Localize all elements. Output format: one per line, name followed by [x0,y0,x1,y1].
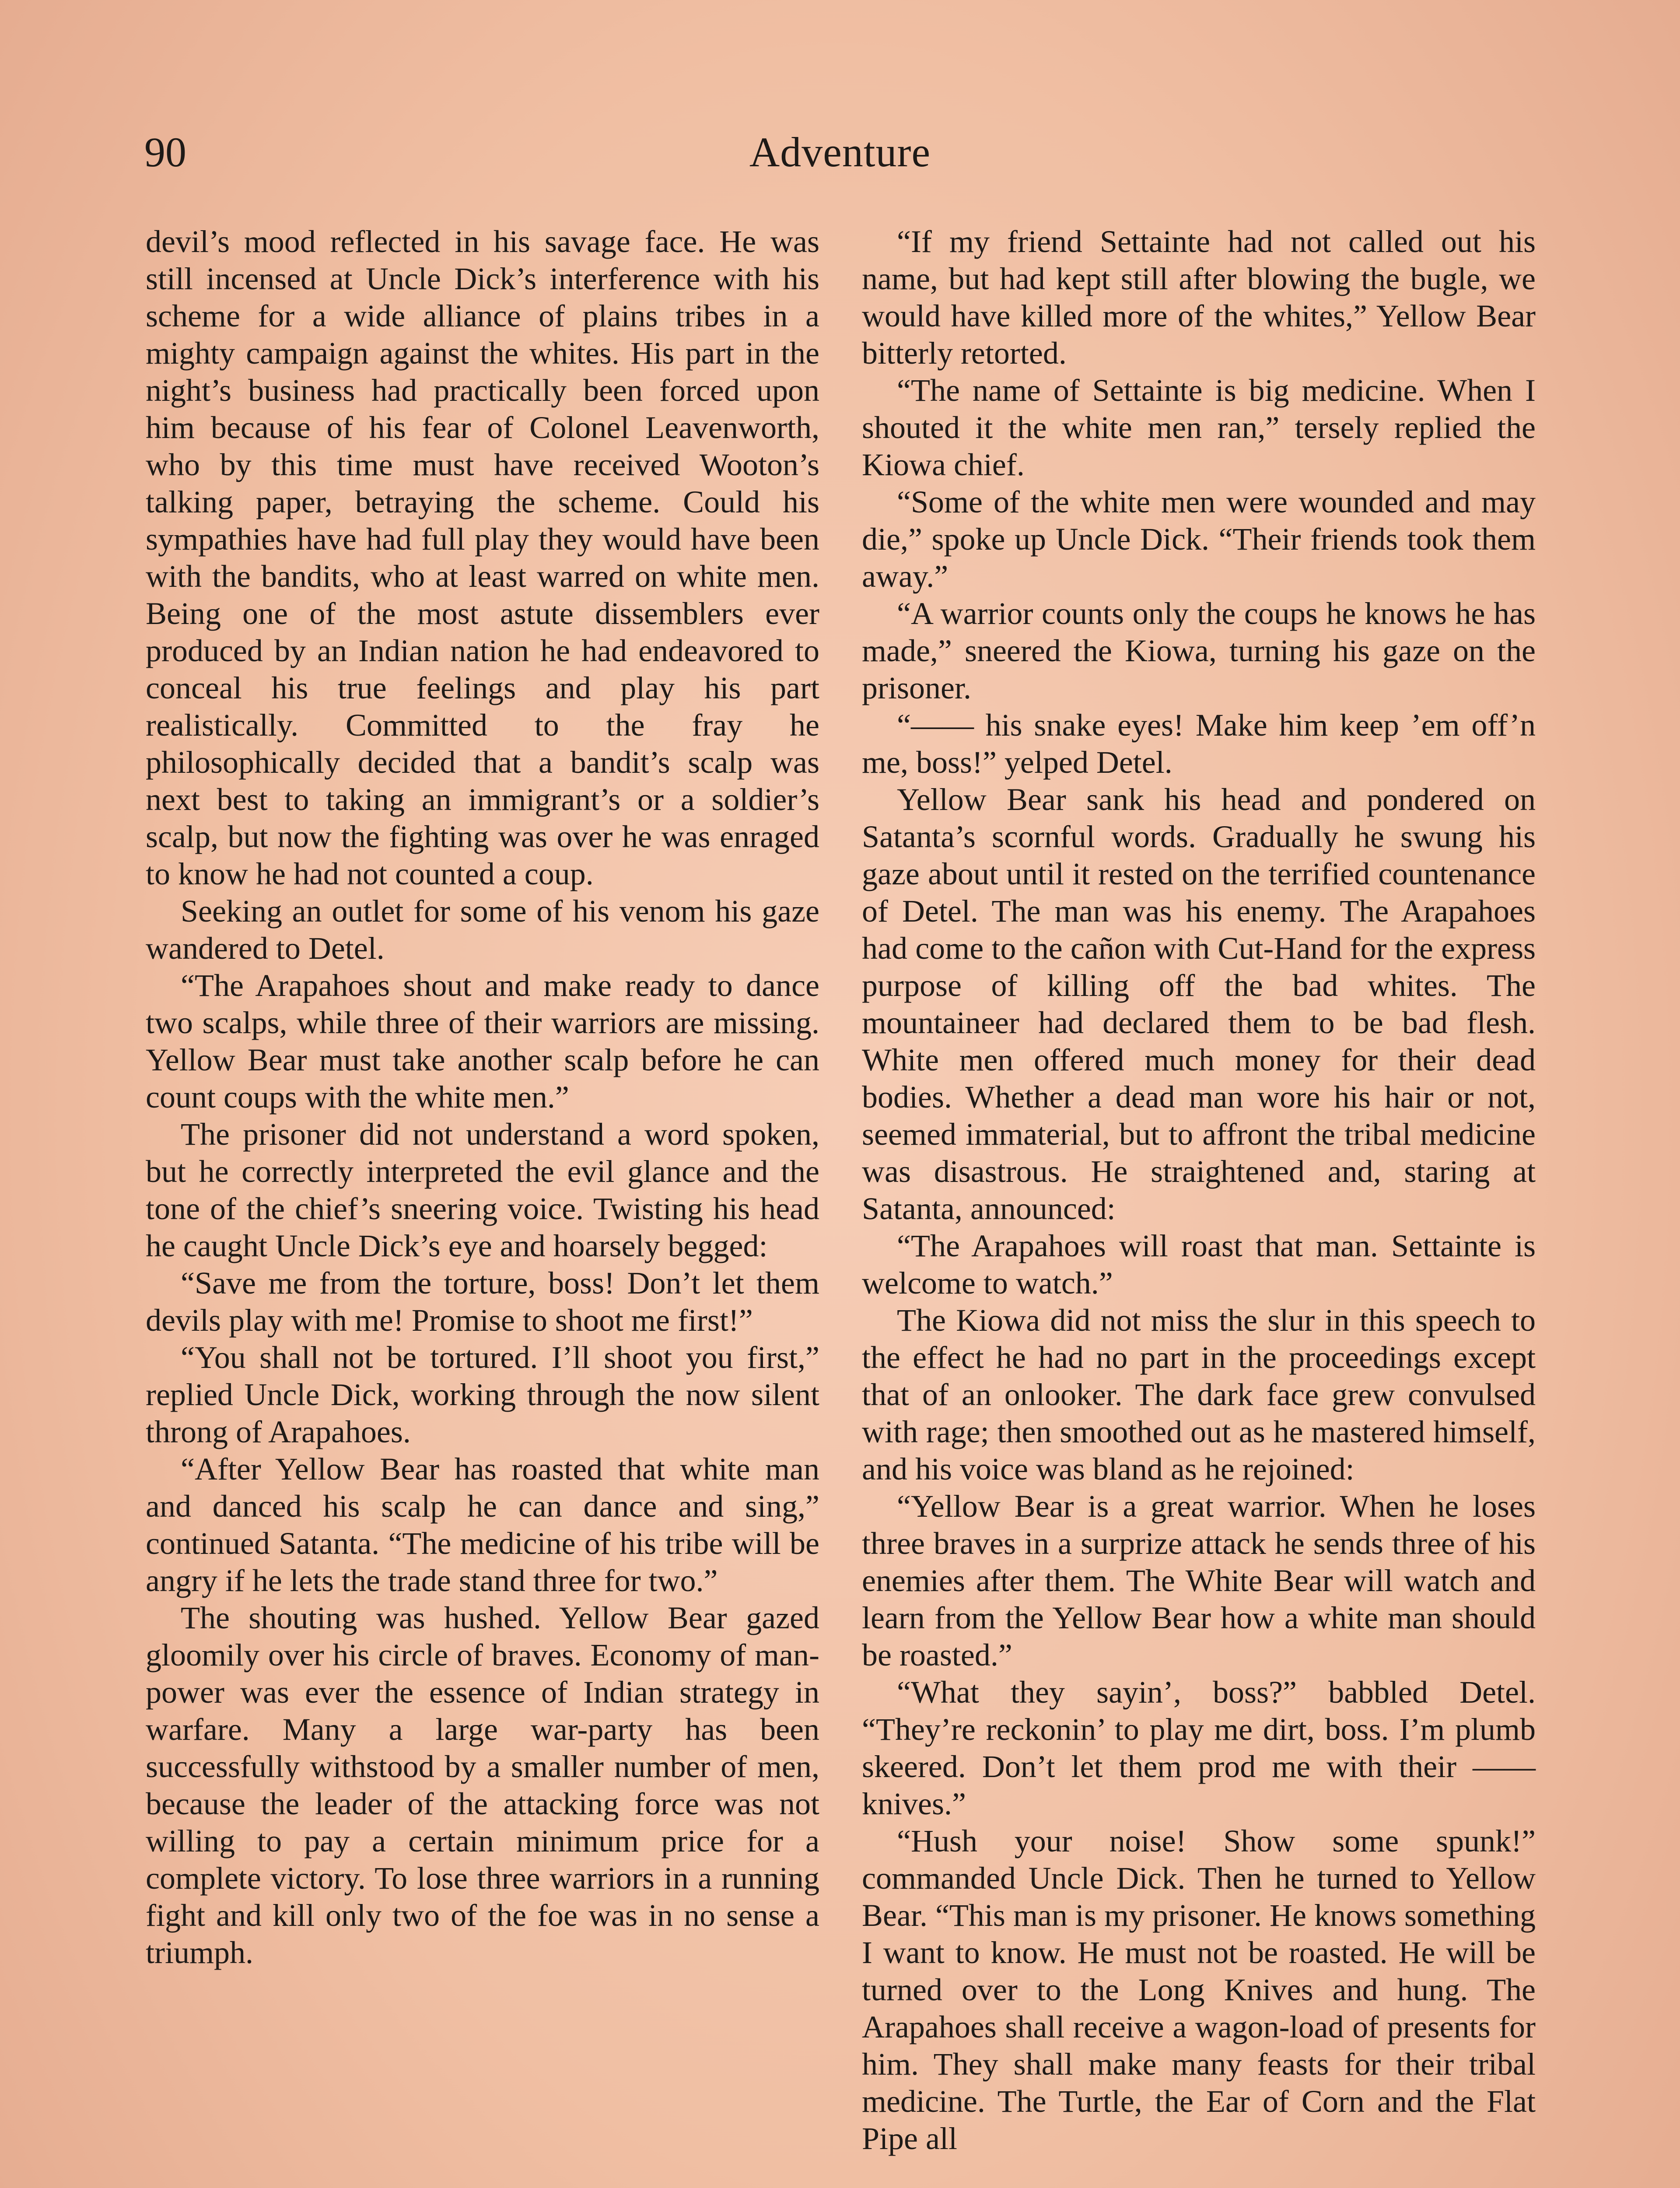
paragraph: Seeking an outlet for some of his venom his gaze wandered to Detel. [146,894,819,966]
running-head-title: Adventure [749,129,931,175]
paragraph: “After Yellow Bear has roasted that white man and danced his scalp he can dance and sing,” continued Satanta. “The medicine of his tribe will be angry if he lets the trade stand three for two.” [146,1452,819,1598]
paragraph: “Some of the white men were wounded and may die,” spoke up Uncle Dick. “Their friends took them away.” [862,484,1536,594]
right-text-column [862,223,1536,2157]
paragraph: devil’s mood reflected in his savage face. He was still incensed at Uncle Dick’s interference with his scheme for a wide alliance of plains tribes in a mighty campaign against the whites. His part in the night’s business had practically been forced upon him because of his fear of Colonel Leavenworth, who by this time must have received Wooton’s talking paper, betraying the scheme. Could his sympathies have had full play they would have been with the bandits, who at least warred on white men. Being one of the most astute dissemblers ever produced by an Indian nation he had endeavored to conceal his true feelings and play his part realistically. Committed to the fray he philosophically decided that a bandit’s scalp was next best to taking an immigrant’s or a soldier’s scalp, but now the fighting was over he was enraged to know he had not counted a coup. [146,224,819,891]
left-text-column [146,223,819,1971]
page-number: 90 [144,129,186,175]
paragraph: The prisoner did not understand a word spoken, but he correctly interpreted the evil glance and the tone of the chief’s sneering voice. Twisting his head he caught Uncle Dick’s eye and hoarsely begged: [146,1117,819,1263]
paragraph: “Hush your noise! Show some spunk!” commanded Uncle Dick. Then he turned to Yellow Bear. “This man is my prisoner. He knows something I want to know. He must not be roasted. He will be turned over to the Long Knives and hung. The Arapahoes shall receive a wagon-load of presents for him. They shall make many feasts for their tribal medicine. The Turtle, the Ear of Corn and the Flat Pipe all [862,1823,1536,2156]
paragraph: The shouting was hushed. Yellow Bear gazed gloomily over his circle of braves. Economy of man-power was ever the essence of Indian strategy in warfare. Many a large war-party has been successfully withstood by a smaller number of men, because the leader of the attacking force was not willing to pay a certain minimum price for a complete victory. To lose three warriors in a running fight and kill only two of the foe was in no sense a triumph. [146,1600,819,1970]
paragraph: “You shall not be tortured. I’ll shoot you first,” replied Uncle Dick, working through the now silent throng of Arapahoes. [146,1340,819,1449]
paragraph: “The name of Settainte is big medicine. When I shouted it the white men ran,” tersely replied the Kiowa chief. [862,373,1536,482]
paragraph: “Yellow Bear is a great warrior. When he loses three braves in a surprize attack he sends three of his enemies after them. The White Bear will watch and learn from the Yellow Bear how a white man should be roasted.” [862,1489,1536,1673]
paragraph: “A warrior counts only the coups he knows he has made,” sneered the Kiowa, turning his gaze on the prisoner. [862,596,1536,705]
paragraph: “Save me from the torture, boss! Don’t let them devils play with me! Promise to shoot me first!” [146,1266,819,1338]
paragraph: Yellow Bear sank his head and pondered on Satanta’s scornful words. Gradually he swung his gaze about until it rested on the terrified countenance of Detel. The man was his enemy. The Arapahoes had come to the cañon with Cut-Hand for the express purpose of killing off the bad whites. The mountaineer had declared them to be bad flesh. White men offered much money for their dead bodies. Whether a dead man wore his hair or not, seemed immaterial, but to affront the tribal medicine was disastrous. He straightened and, staring at Satanta, announced: [862,782,1536,1226]
paragraph: “—— his snake eyes! Make him keep ’em off’n me, boss!” yelped Detel. [862,708,1536,780]
paragraph: “The Arapahoes will roast that man. Settainte is welcome to watch.” [862,1228,1536,1301]
paragraph: “What they sayin’, boss?” babbled Detel. “They’re reckonin’ to play me dirt, boss. I’m plumb skeered. Don’t let them prod me with their —— knives.” [862,1675,1536,1821]
paragraph: “If my friend Settainte had not called out his name, but had kept still after blowing the bugle, we would have killed more of the whites,” Yellow Bear bitterly retorted. [862,224,1536,371]
paragraph: The Kiowa did not miss the slur in this speech to the effect he had no part in the proceedings except that of an onlooker. The dark face grew convulsed with rage; then smoothed out as he mastered himself, and his voice was bland as he rejoined: [862,1303,1536,1487]
paragraph: “The Arapahoes shout and make ready to dance two scalps, while three of their warriors are missing. Yellow Bear must take another scalp before he can count coups with the white men.” [146,968,819,1115]
